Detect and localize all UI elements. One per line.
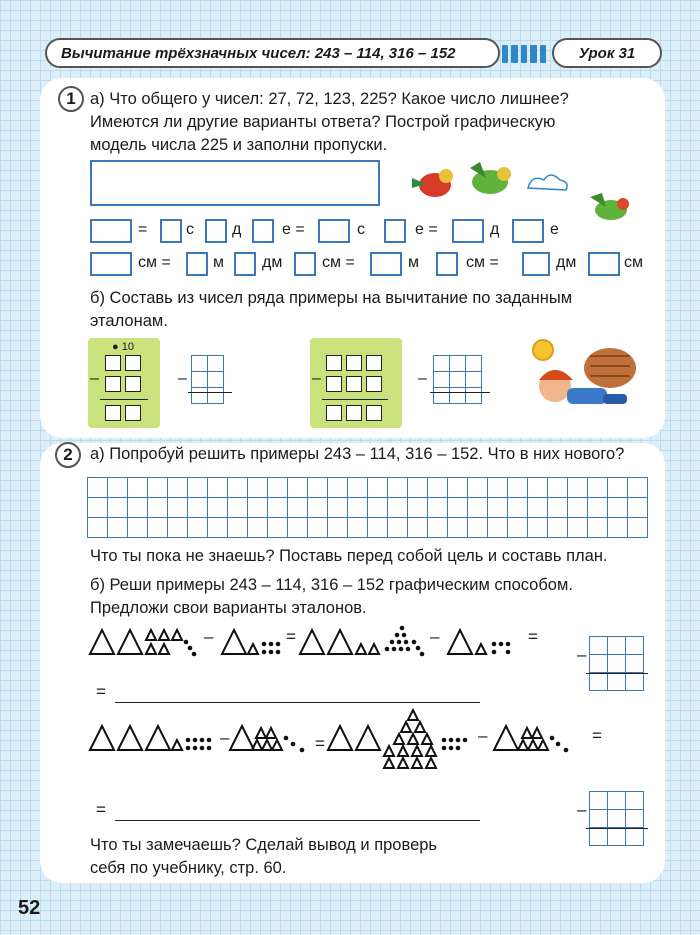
graphic-example-2 [88, 708, 598, 770]
grid-cell[interactable] [227, 477, 248, 498]
grid-cell[interactable] [107, 517, 128, 538]
minus-sign: – [478, 726, 488, 745]
grid-cell[interactable] [567, 477, 588, 498]
flying-boy-illustration [515, 336, 640, 418]
answer-line-1[interactable] [115, 702, 480, 703]
grid-cell[interactable] [327, 477, 348, 498]
minus-sign: – [204, 627, 214, 646]
task1-part-b-line1: б) Составь из чисел ряда примеры на вычитание по заданным [90, 289, 573, 307]
answer-line-2[interactable] [115, 820, 480, 821]
equals-sign: = [96, 682, 106, 701]
grid-cell[interactable] [367, 517, 388, 538]
grid-cell[interactable] [147, 517, 168, 538]
row2-label: см = [322, 254, 355, 271]
grid-cell[interactable] [127, 497, 148, 518]
grid-cell[interactable] [447, 497, 468, 518]
grid-cell[interactable] [387, 517, 408, 538]
grid-cell[interactable] [407, 497, 428, 518]
fill-box[interactable] [186, 252, 208, 276]
grid-cell[interactable] [527, 497, 548, 518]
row1-label: с [357, 221, 365, 238]
task1-part-a-line3: модель числа 225 и заполни пропуски. [90, 136, 388, 154]
grid-cell[interactable] [607, 497, 628, 518]
grid-cell[interactable] [107, 477, 128, 498]
grid-cell[interactable] [167, 517, 188, 538]
fill-box[interactable] [160, 219, 182, 243]
grid-cell[interactable] [227, 497, 248, 518]
grid-cell[interactable] [627, 497, 648, 518]
header-stripes [502, 44, 546, 64]
minus-sign: – [577, 645, 587, 664]
grid-cell[interactable] [307, 497, 328, 518]
grid-cell[interactable] [587, 497, 608, 518]
row2-label: см = [138, 254, 171, 271]
bird-icon [585, 192, 635, 227]
row1-label: е [550, 221, 559, 238]
task1-part-b-line2: эталонам. [90, 312, 168, 330]
task1-part-a-line2: Имеются ли другие варианты ответа? Построй графическую [90, 113, 556, 131]
lesson-badge [552, 38, 662, 68]
grid-cell[interactable] [367, 497, 388, 518]
fill-box[interactable] [436, 252, 458, 276]
grid-cell[interactable] [167, 497, 188, 518]
row2-label: м [408, 254, 419, 271]
grid-cell[interactable] [187, 477, 208, 498]
grid-cell[interactable] [267, 497, 288, 518]
grid-cell[interactable] [507, 517, 528, 538]
topic-banner [45, 38, 500, 68]
fill-box[interactable] [384, 219, 406, 243]
row2-label: см [624, 254, 643, 271]
grid-cell[interactable] [227, 517, 248, 538]
grid-cell[interactable] [527, 477, 548, 498]
row1-label: д [490, 221, 500, 238]
fill-box[interactable] [452, 219, 484, 243]
grid-cell[interactable] [187, 497, 208, 518]
grid-cell[interactable] [147, 497, 168, 518]
fill-box[interactable] [90, 252, 132, 276]
row1-label: е = [415, 221, 438, 238]
task2-question: Что ты пока не знаешь? Поставь перед собой цель и составь план. [90, 547, 608, 565]
conclusion-line1: Что ты замечаешь? Сделай вывод и проверь [90, 836, 438, 854]
row1-label: е = [282, 221, 305, 238]
grid-cell[interactable] [487, 477, 508, 498]
task1-number: 1 [58, 86, 84, 112]
equals-sign: = [286, 627, 296, 646]
graphic-model-box[interactable] [90, 160, 380, 206]
task2-part-b-line1: б) Реши примеры 243 – 114, 316 – 152 графическим способом. [90, 576, 573, 594]
grid-cell[interactable] [607, 477, 628, 498]
grid-cell[interactable] [167, 477, 188, 498]
grid-cell[interactable] [567, 497, 588, 518]
grid-cell[interactable] [487, 517, 508, 538]
task2-number: 2 [55, 442, 81, 468]
minus-sign: – [312, 370, 321, 387]
grid-cell[interactable] [287, 497, 308, 518]
answer-grid-3[interactable] [590, 637, 644, 691]
equals-sign: = [592, 726, 602, 745]
grid-cell[interactable] [247, 497, 268, 518]
grid-cell[interactable] [187, 517, 208, 538]
grid-cell[interactable] [547, 517, 568, 538]
task1-part-a-line1: а) Что общего у чисел: 27, 72, 123, 225? Какое число лишнее? [90, 90, 569, 108]
grid-cell[interactable] [547, 497, 568, 518]
grid-cell[interactable] [587, 517, 608, 538]
row1-label: д [232, 221, 242, 238]
row1-label: = [138, 221, 148, 238]
graphic-example-1 [88, 618, 548, 660]
grid-cell[interactable] [87, 477, 108, 498]
grid-cell[interactable] [307, 517, 328, 538]
minus-sign: – [418, 370, 427, 387]
grid-cell[interactable] [487, 497, 508, 518]
grid-cell[interactable] [387, 477, 408, 498]
grid-cell[interactable] [267, 517, 288, 538]
grid-cell[interactable] [87, 497, 108, 518]
grid-cell[interactable] [607, 517, 628, 538]
equals-sign: = [528, 627, 538, 646]
grid-cell[interactable] [347, 517, 368, 538]
fill-box[interactable] [588, 252, 620, 276]
grid-cell[interactable] [467, 477, 488, 498]
grid-cell[interactable] [527, 517, 548, 538]
fill-box[interactable] [234, 252, 256, 276]
sample-label: ● 10 [112, 341, 134, 353]
grid-cell[interactable] [507, 477, 528, 498]
minus-sign: – [577, 800, 587, 819]
lesson-number: Урок 31 [578, 44, 636, 62]
grid-cell[interactable] [387, 497, 408, 518]
fill-box[interactable] [370, 252, 402, 276]
row2-label: дм [556, 254, 577, 271]
grid-cell[interactable] [347, 497, 368, 518]
grid-cell[interactable] [427, 517, 448, 538]
grid-cell[interactable] [327, 497, 348, 518]
fill-box[interactable] [205, 219, 227, 243]
grid-cell[interactable] [287, 517, 308, 538]
grid-cell[interactable] [347, 477, 368, 498]
row2-label: см = [466, 254, 499, 271]
grid-cell[interactable] [427, 477, 448, 498]
grid-cell[interactable] [127, 517, 148, 538]
grid-cell[interactable] [127, 477, 148, 498]
row2-label: м [213, 254, 224, 271]
grid-cell[interactable] [627, 477, 648, 498]
topic-title: Вычитание трёхзначных чисел: 243 – 114, 316 – 152 [61, 44, 456, 62]
equals-sign: = [96, 800, 106, 819]
grid-cell[interactable] [207, 477, 228, 498]
grid-cell[interactable] [107, 497, 128, 518]
row2-label: дм [262, 254, 283, 271]
task2-part-a: а) Попробуй решить примеры 243 – 114, 316 – 152. Что в них нового? [90, 445, 625, 463]
grid-cell[interactable] [447, 517, 468, 538]
grid-cell[interactable] [247, 477, 268, 498]
grid-cell[interactable] [367, 477, 388, 498]
grid-cell[interactable] [307, 477, 328, 498]
minus-sign: – [430, 627, 440, 646]
grid-cell[interactable] [287, 477, 308, 498]
fill-box[interactable] [512, 219, 544, 243]
minus-sign: – [90, 370, 99, 387]
grid-cell[interactable] [507, 497, 528, 518]
answer-grid-4[interactable] [590, 792, 644, 846]
fill-box[interactable] [294, 252, 316, 276]
grid-cell[interactable] [447, 477, 468, 498]
work-grid[interactable] [88, 478, 648, 538]
birds-illustration [400, 160, 570, 205]
equals-sign: = [315, 734, 325, 753]
grid-cell[interactable] [467, 517, 488, 538]
grid-cell[interactable] [267, 477, 288, 498]
task2-part-b-line2: Предложи свои варианты эталонов. [90, 599, 367, 617]
grid-cell[interactable] [567, 517, 588, 538]
grid-cell[interactable] [327, 517, 348, 538]
grid-cell[interactable] [247, 517, 268, 538]
grid-cell[interactable] [207, 517, 228, 538]
grid-cell[interactable] [627, 517, 648, 538]
answer-grid-2[interactable] [434, 356, 482, 404]
grid-cell[interactable] [147, 477, 168, 498]
grid-cell[interactable] [407, 517, 428, 538]
grid-cell[interactable] [547, 477, 568, 498]
fill-box[interactable] [522, 252, 550, 276]
fill-box[interactable] [90, 219, 132, 243]
fill-box[interactable] [318, 219, 350, 243]
page-number: 52 [18, 897, 41, 919]
grid-cell[interactable] [427, 497, 448, 518]
row1-label: с [186, 221, 194, 238]
fill-box[interactable] [252, 219, 274, 243]
conclusion-line2: себя по учебнику, стр. 60. [90, 859, 287, 877]
grid-cell[interactable] [207, 497, 228, 518]
answer-grid-1[interactable] [192, 356, 224, 404]
grid-cell[interactable] [407, 477, 428, 498]
grid-cell[interactable] [87, 517, 108, 538]
grid-cell[interactable] [587, 477, 608, 498]
grid-cell[interactable] [467, 497, 488, 518]
minus-sign: – [220, 728, 230, 747]
minus-sign: – [178, 370, 187, 387]
